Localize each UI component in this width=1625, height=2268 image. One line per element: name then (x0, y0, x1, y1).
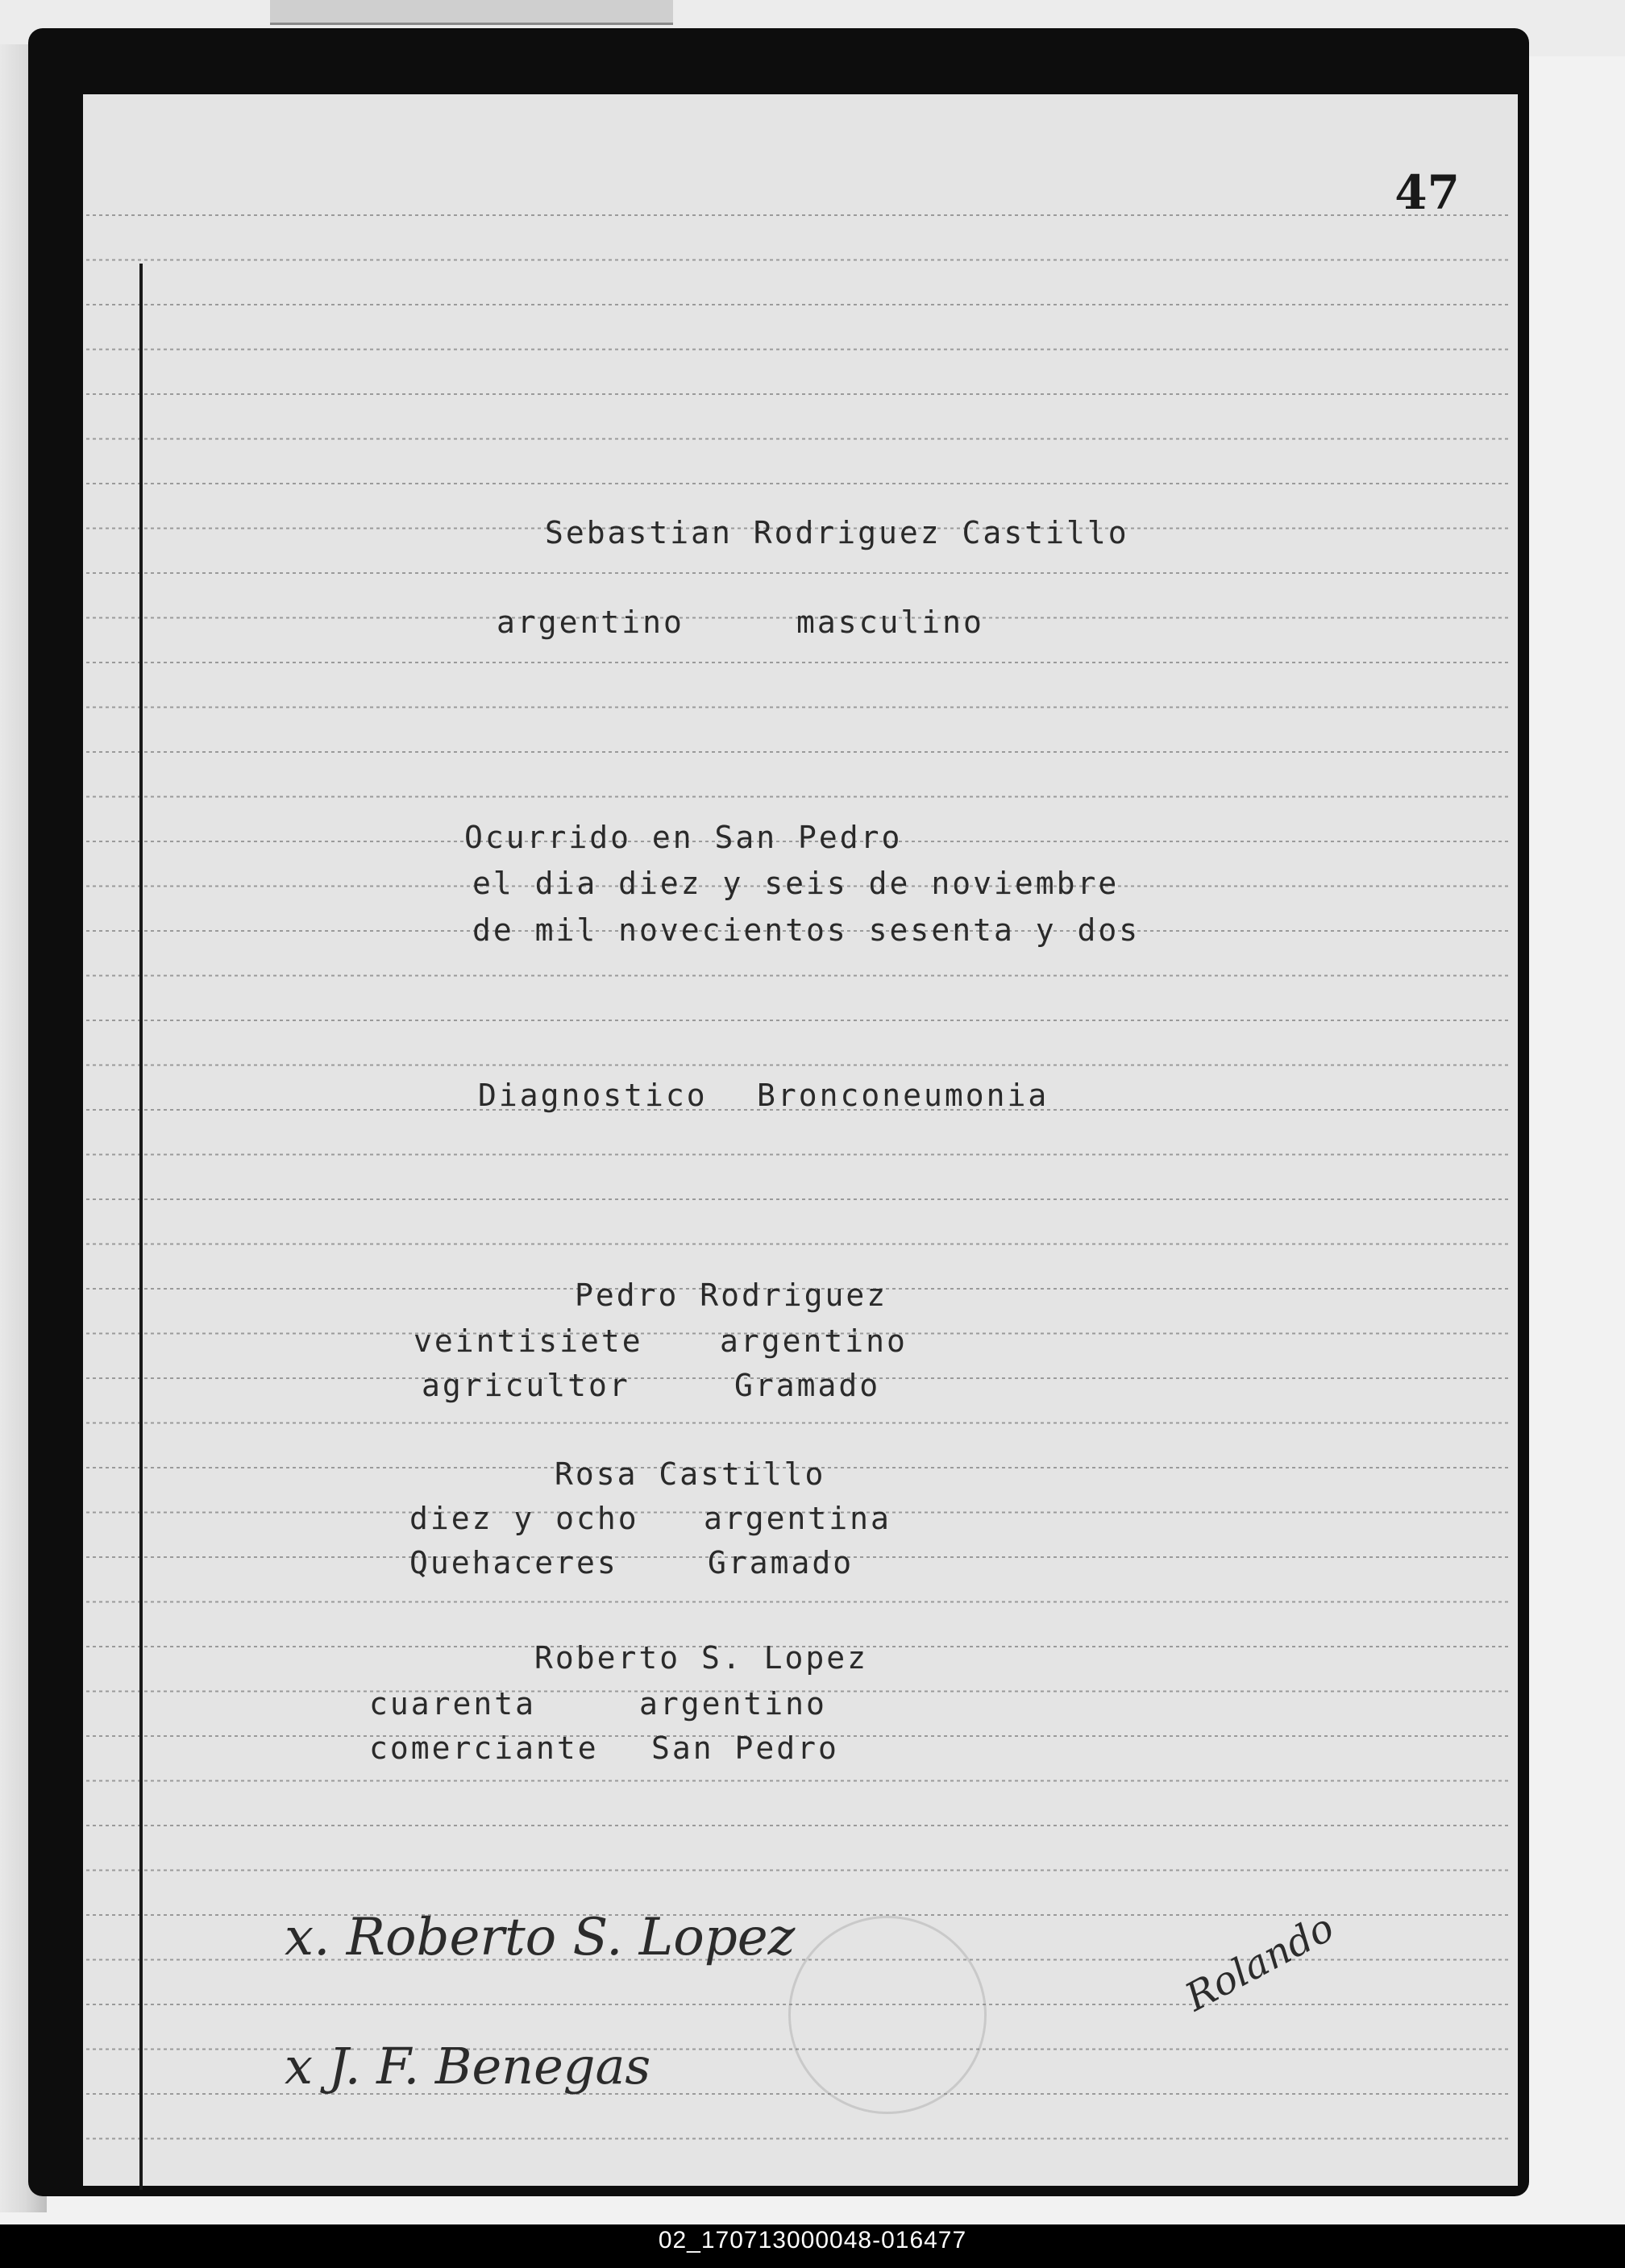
mother-name: Rosa Castillo (555, 1456, 826, 1492)
signature-witness: x J. F. Benegas (285, 2037, 651, 2096)
declarant-residence: San Pedro (651, 1730, 839, 1766)
top-page-edge (270, 0, 673, 25)
footer-image-id: 02_170713000048-016477 (658, 2227, 967, 2253)
father-occupation: agricultor (422, 1368, 630, 1403)
occurrence-date-line-1: el dia diez y seis de noviembre (472, 866, 1120, 901)
father-nationality: argentino (720, 1323, 908, 1359)
father-residence: Gramado (734, 1368, 881, 1403)
mother-residence: Gramado (708, 1545, 854, 1581)
mother-occupation: Quehaceres (409, 1545, 618, 1581)
diagnosis-label: Diagnostico (478, 1078, 708, 1113)
mother-nationality: argentina (704, 1501, 891, 1536)
father-name: Pedro Rodriguez (575, 1277, 888, 1313)
ledger-page (83, 94, 1518, 2186)
declarant-name: Roberto S. Lopez (534, 1640, 869, 1676)
diagnosis-value: Bronconeumonia (757, 1078, 1049, 1113)
mother-age: diez y ocho (409, 1501, 639, 1536)
deceased-sex: masculino (796, 604, 984, 640)
declarant-occupation: comerciante (369, 1730, 599, 1766)
occurrence-place: Ocurrido en San Pedro (464, 820, 903, 855)
declarant-age: cuarenta (369, 1686, 537, 1722)
deceased-name: Sebastian Rodriguez Castillo (545, 515, 1129, 550)
margin-line (139, 264, 143, 2190)
signature-official: Rolando (1178, 1905, 1342, 2021)
page-number: 47 (1394, 165, 1460, 220)
declarant-nationality: argentino (639, 1686, 827, 1722)
father-age: veintisiete (414, 1323, 643, 1359)
deceased-nationality: argentino (497, 604, 684, 640)
book-cover (28, 28, 1529, 2196)
ruled-lines (83, 94, 1518, 2186)
faded-seal-stamp (788, 1916, 987, 2114)
signature-declarant: x. Roberto S. Lopez (285, 1908, 796, 1967)
occurrence-date-line-2: de mil novecientos sesenta y dos (472, 912, 1141, 948)
